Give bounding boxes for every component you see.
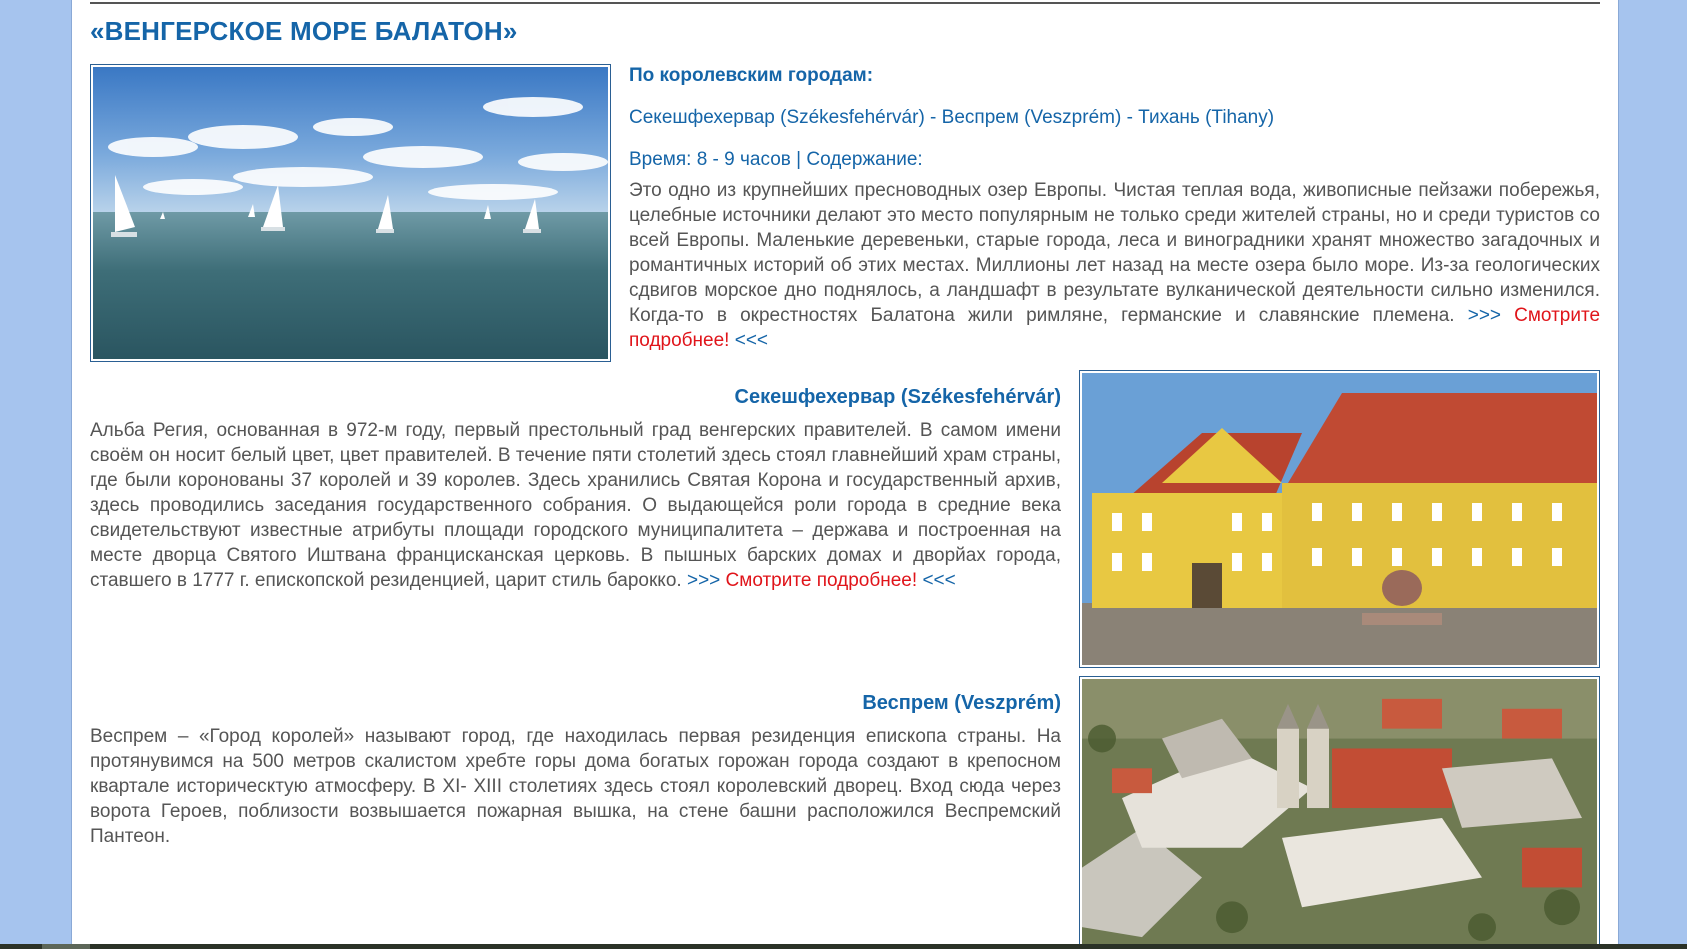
- intro-route: Секешфехервар (Székesfehérvár) - Веспрем (Veszprém) - Тихань (Tihany): [629, 107, 1275, 128]
- szekesfehervar-section: [90, 384, 1061, 593]
- more-suffix: <<<: [734, 330, 769, 351]
- szekesfehervar-text-paragraph: [90, 418, 1061, 593]
- intro-text: Это одно из крупнейших пресноводных озер Европы. Чистая теплая вода, живописные пейзажи побережья, целебные источники делают это место популярным не только среди жителей страны, но и среди туристов со всей Европы. Маленькие деревеньки, старые города, леса и виноградники хранят множество загадочных и романтичных историй об этих местах. Миллионы лет назад на месте озера было море. Из-за геологических сдвигов морское дно поднялось, а ландшафт в результате вулканической деятельности сильно изменился. Когда-то в окрестностях Балатона жили римляне, германские и славянские племена.: [629, 180, 1600, 326]
- intro-time: Время: 8 - 9 часов | Содержание:: [629, 149, 923, 170]
- more-suffix: <<<: [922, 570, 956, 591]
- intro-more-link[interactable]: Смотрите подробнее!: [629, 305, 1601, 351]
- more-prefix: >>>: [686, 570, 721, 591]
- bottom-bar: [0, 944, 1687, 949]
- veszprem-text: Веспрем – «Город королей» называют город, где находилась первая резиденция епископа страны. На протянувимся на 500 метров скалистом хребте горы дома богатых горожан города создают в крепосном квартале историческтую атмосферу. В XI- XIII столетиях здесь стоял королевский дворец. Вход сюда через ворота Героев, поблизости возвышается пожарная вышка, на стене башни расположился Веспремский Пантеон.: [90, 726, 1061, 847]
- veszprem-photo-image: [1082, 679, 1597, 947]
- veszprem-section: [90, 690, 1061, 849]
- veszprem-castle-photo: [1079, 676, 1600, 949]
- szekesfehervar-photo-image: [1082, 373, 1597, 665]
- bottom-bar-segment: [42, 944, 90, 949]
- intro-text-paragraph: [629, 178, 1600, 353]
- content-page: [71, 0, 1619, 949]
- intro-heading: По королевским городам:: [629, 65, 874, 86]
- szekesfehervar-text: Альба Регия, основанная в 972-м году, первый престольный град венгерских правителей. В самом имени своём он носит белый цвет, цвет правителей. В течение пяти столетий здесь стоял главнейший храм страны, где были коронованы 37 королей и 39 королев. Здесь хранились Святая Корона и государственный архив, здесь проводились заседания государственного собрания. О выдающейся роли города в средние века свидетельствуют известные атрибуты площади городского муниципалитета – держава и построенная на месте дворца Святого Иштвана францисканская церковь. В пышных барских домах и дворйах города, ставшего в 1777 г. епископской резиденцией, царит стиль барокко.: [90, 420, 1061, 591]
- szekesfehervar-more-link[interactable]: Смотрите подробнее!: [725, 570, 918, 591]
- szekesfehervar-heading: Секешфехервар (Székesfehérvár): [734, 386, 1061, 408]
- balaton-photo-image: [93, 67, 608, 359]
- balaton-sailboats-photo: [90, 64, 611, 362]
- more-prefix: >>>: [1467, 305, 1502, 326]
- intro-block: [629, 64, 1600, 353]
- top-divider: [90, 2, 1600, 4]
- veszprem-heading: Веспрем (Veszprém): [862, 692, 1061, 714]
- page-title: «ВЕНГЕРСКОЕ МОРЕ БАЛАТОН»: [90, 16, 518, 46]
- szekesfehervar-palace-photo: [1079, 370, 1600, 668]
